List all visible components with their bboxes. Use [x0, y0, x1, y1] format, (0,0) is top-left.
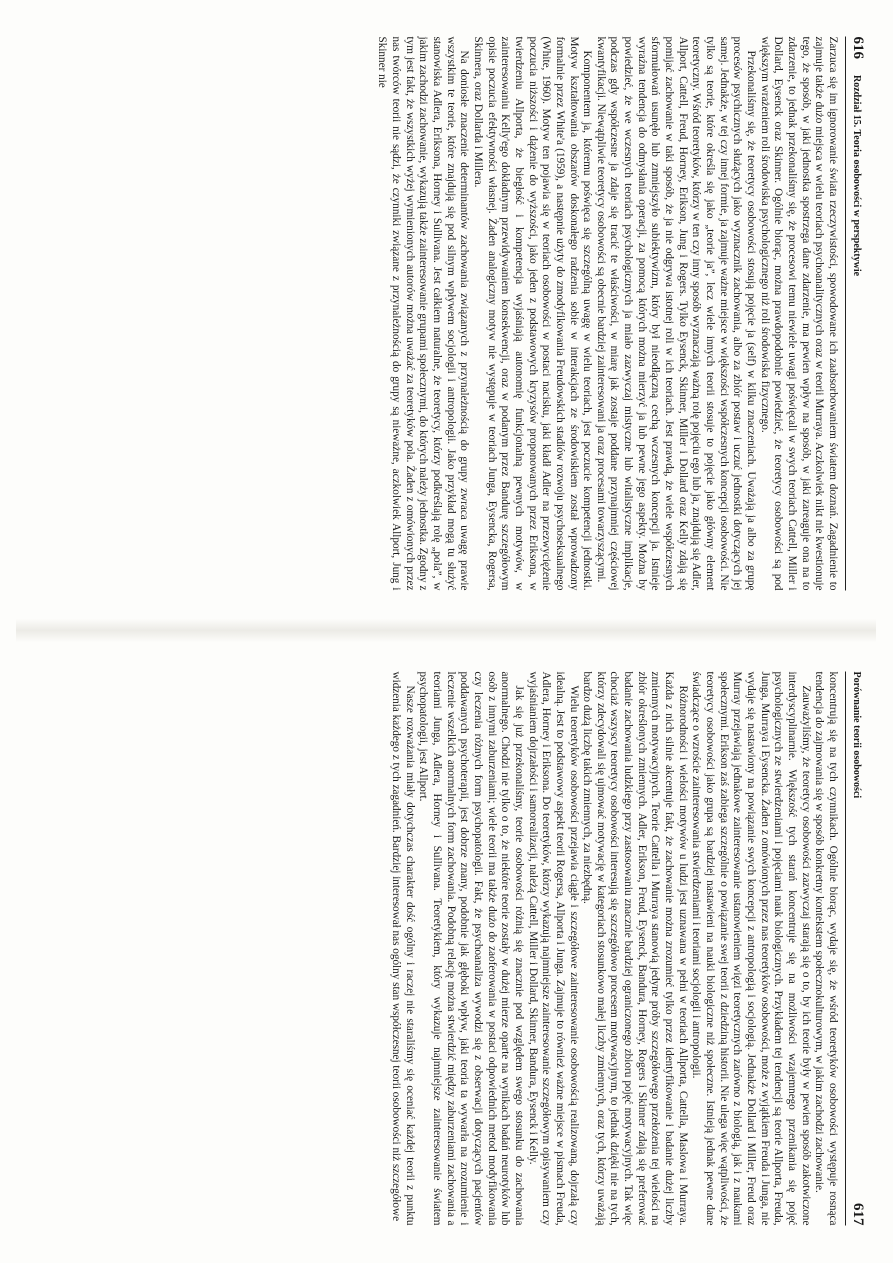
right-paragraph: Nasze rozważania miały dotychczas charakter dość ogólny i raczej nie staraliśmy się oceniać każdej teorii z punktu widzenia każdego z tych zagadnień. Bardziej interesował nas ogólny stan współczesnej teorii osobowości niż szczegółowe: [390, 671, 416, 1226]
left-chapter-title: Rozdział 15. Teoria osobowości w perspektywie: [851, 75, 862, 277]
right-page: [16, 654, 876, 1244]
right-paragraph: Zauważyliśmy, że teoretycy osobowości zazwyczaj starają się o to, by ich teorie były w pewien sposób zakotwiczone interdyscyplinarnie. Większość tych starań koncentruje się na możliwości wzajemnego przenikania się pojęć psychologicznych ze stwierdzeniami i pojęciami nauk biologicznych. Przykładem tej tendencji są teorie Allporta, Freuda, Junga, Murraya i Eysencka. Żaden z omówionych przez nas teoretyków osobowości, może z wyjątkiem Freuda i Junga, nie wydaje się nastawiony na powiązanie swych koncepcji z antropologią i socjologią. Jednakże Dollard i Miller, Freud oraz Murray przejawiają jednakowe zainteresowanie ustanowieniem więzi teoretycznych zarówno z biologią, jak i z naukami społecznymi. Erikson zaś zabiega szczególnie o powiązanie swej teorii z dziedziną historii. Nie ulega więc wątpliwości, że teoretycy osobowości jako grupa są bardziej nastawieni na nauki biologiczne niż społeczne. Istnieją jednak pewne dane świadczące o wzroście zainteresowania stwierdzeniami i teoriami socjologii i antropologii.: [690, 671, 812, 1226]
right-section-title: Porównanie teorii osobowości: [851, 671, 862, 799]
right-paragraph: koncentrują się na tych czynnikach. Ogólnie biorąc, wydaje się, że wśród teoretyków osobowości występuje rosnąca tendencja do zajmowania się w sposób konkretny kontekstem społecznokulturowym, w jakim zachodzi zachowanie.: [813, 671, 839, 1226]
page-number-left: 616: [850, 36, 866, 59]
right-paragraph: Jak się już przekonaliśmy, teorie osobowości różnią się znacznie pod względem swego stosunku do zachowania anormalnego. Chodzi nie tylko o to, że niektóre teorie zostały w dużej mierze oparte na wynikach badań neurotyków lub osób z innymi zaburzeniami; wiele teorii ma także dużo do zaoferowania w postaci odpowiednich metod modyfikowania czy leczenia różnych form psychopatologii. Fakt, że psychoanaliza wywodzi się z obserwacji dotyczących pacjentów poddawanych psychoterapii, jest dobrze znany, podobnie jak głęboki wpływ, jaki teoria ta wywarła na zrozumienie i leczenie wszelkich anormalnych form zachowania. Podobną relację można stwierdzić między zaburzeniami zachowania a teoriami Junga, Adlera, Horney i Sullivana. Teoretykiem, który wykazuje najmniejsze zainteresowanie światem psychopatologii, jest Allport.: [417, 671, 525, 1226]
left-running-head: [845, 37, 866, 591]
page-number-right: 617: [850, 1203, 866, 1226]
left-paragraph: Komponentem ja, któremu poświęca się szczególną uwagę w wielu teoriach, jest poczucie kompetencji jednostki. Motyw kształtowania obszarów doskonałego radzenia sobie w interakcjach ze środowiskiem został wprowadzony formalnie przez White'a (1959), a następnie użyty do zmodyfikowania Freudowskich stadiów rozwoju psychoseksualnego (White, 1960). Motyw ten pojawia się w teoriach osobowości w postaci nacisku, jaki kładł Adler na przezwyciężenie poczucia niższości i dążenie do wyższości, jako jeden z podstawowych kryzysów proponowanych przez Eriksona, w twierdzeniu Allporta, że biegłość i kompetencja wyjaśniają autonomię funkcjonalną pewnych motywów, w zainteresowaniu Kelly'ego dokładnym przewidywaniem konsekwencji, oraz w podanym przez Bandurę szczegółowym opisie poczucia efektywności własnej. Żaden analogiczny motyw nie występuje w teoriach Junga, Eysencka, Rogersa, Skinnera, oraz Dollarda i Millera.: [471, 36, 594, 591]
left-page: [16, 19, 876, 609]
rotated-spread: [16, 19, 876, 1244]
right-running-head: [845, 672, 866, 1226]
left-paragraph: Na doniosłe znaczenie determinantów zachowania związanych z przynależnością do grupy zwraca uwagę prawie wszystkim te teorie, które znajdują się pod silnym wpływem socjologii i antropologii. Jako przykład mogą tu służyć stanowiska Adlera, Eriksona, Horney i Sullivana. Jest całkiem naturalne, że teoretycy, którzy podkreślają rolę „pola”, w jakim zachodzi zachowanie, wykazują także zainteresowanie grupami społecznymi, do których należy jednostka. Zgodny z tym jest fakt, że wszystkich wyżej wymienionych autorów można uważać za teoretyków pola. Żaden z omówionych przez nas twórców teorii nie sądzi, że czynniki związane z przynależnością do grupy są nieważne, aczkolwiek Allport, Jung i Skinner nie: [376, 36, 471, 591]
right-paragraph: Różnorodności i wielości motywów u ludzi jest uznawana w pełni w teoriach Allporta, Cattella, Maslowa i Murraya. Każda z nich silnie akcentuje fakt, że zachowanie można zrozumieć tylko przez identyfikowanie i badanie dużej liczby zmiennych motywacyjnych. Teorie Cattella i Murraya stanowią jedyne próby szczegółowego przełożenia tej wielości na zbiór określonych zmiennych. Adler, Erikson, Freud, Eysenck, Bandura, Horney, Rogers i Skinner zdają się preferować badanie zachowania ludzkiego przy zastosowaniu znacznie bardziej ograniczonego zbioru pojęć motywacyjnych. Tak więc chociaż wszyscy teoretycy osobowości interesują się szczegółowo procesem motywacyjnym, to jednak dzięki nie na tych, którzy zdecydowali się ujmować motywację w kategoriach stosunkowo małej liczby zmiennych, oraz tych, którzy uważają bardzo dużą liczbę takich zmiennych, za niezbędną.: [581, 671, 689, 1226]
right-paragraph: Wielu teoretyków osobowości przejawia ciągłe i szczegółowe zainteresowanie osobowością realizowaną, dojrzałą czy idealną. Jest to podstawowy aspekt teorii Rogersa, Allporta i Junga. Zajmuje to również ważne miejsce w pismach Freuda, Adlera, Horney i Eriksona. Do teoretyków, którzy wykazują najmniejsze zainteresowanie szczegółowym opisywaniem czy wyjaśnianiem dojrzałości i samorealizacji, należą Cattell, Miller i Dollard, Skinner, Bandura, Eysenck i Kelly.: [526, 671, 580, 1226]
left-paragraph: Przekonaliśmy się, że teoretycy osobowości stosują pojęcie ja (self) w kilku znaczeniach. Uważają ja albo za grupę procesów psychicznych służących jako wyznacznik zachowania, albo za zbiór postaw i uczuć jednostki dotyczących jej samej. Jednakże, w tej czy innej formie, ja zajmuje ważne miejsce w większości współczesnych koncepcji osobowości. Nie tylko są teorie, które określa się jako „teorie ja”, lecz wiele innych teorii stosuje to pojęcie jako główny element teoretyczny. Wśród teoretyków, którzy w ten czy inny sposób wyznaczają ważną rolę pojęciu ego lub ja, znajdują się Adler, Allport, Cattell, Freud, Horney, Erikson, Jung i Rogers. Tylko Eysenck, Skinner, Miller i Dollard oraz Kelly zdają się pomijać zachowanie w taki sposób, że ja nie odgrywa istotnej roli w ich teoriach. Jest prawdą, że wiele współczesnych sformułowań usunęło lub zmniejszyło subiektywizm, który był nieodłączną cechą wczesnych koncepcji ja. Istnieje wyraźna tendencja do odmysłania operacji, za pomocą których można mierzyć ja lub pewne jego aspekty. Można by powiedzieć, że we wczesnych teoriach psychologicznych ja miało zazwyczaj mistyczne lub witalistyczne implikacje, podczas gdy współczesne ja zdaje się tracić te właściwości, w miarę jak zostaje poddane przynajmniej częściowej kwantyfikacji. Niewątpliwie teoretycy osobowości są obecnie bardziej zainteresowani ja oraz procesami towarzyszącymi.: [594, 36, 758, 591]
book-gutter: [16, 619, 876, 643]
left-paragraph: Zarzuca się im ignorowanie świata rzeczywistości, spowodowane ich zaabsorbowaniem światem doznań. Zagadnienie to zajmuje także dużo miejsca w wielu teoriach psychoanalitycznych oraz w teorii Murraya. Aczkolwiek nikt nie kwestionuje tego, że sposób, w jaki jednostka spostrzega dane zdarzenie, ma pewien wpływ na sposób, w jaki zareaguje ona na to zdarzenie, to jednak przekonaliśmy się, że procesowi temu niewiele uwagi poświęcali w swych teoriach Cattell, Miller i Dollard, Eysenck oraz Skinner. Ogólnie biorąc, można prawdopodobnie powiedzieć, że teoretycy osobowości są pod większym wrażeniem roli środowiska psychologicznego niż roli środowiska fizycznego.: [758, 36, 839, 591]
